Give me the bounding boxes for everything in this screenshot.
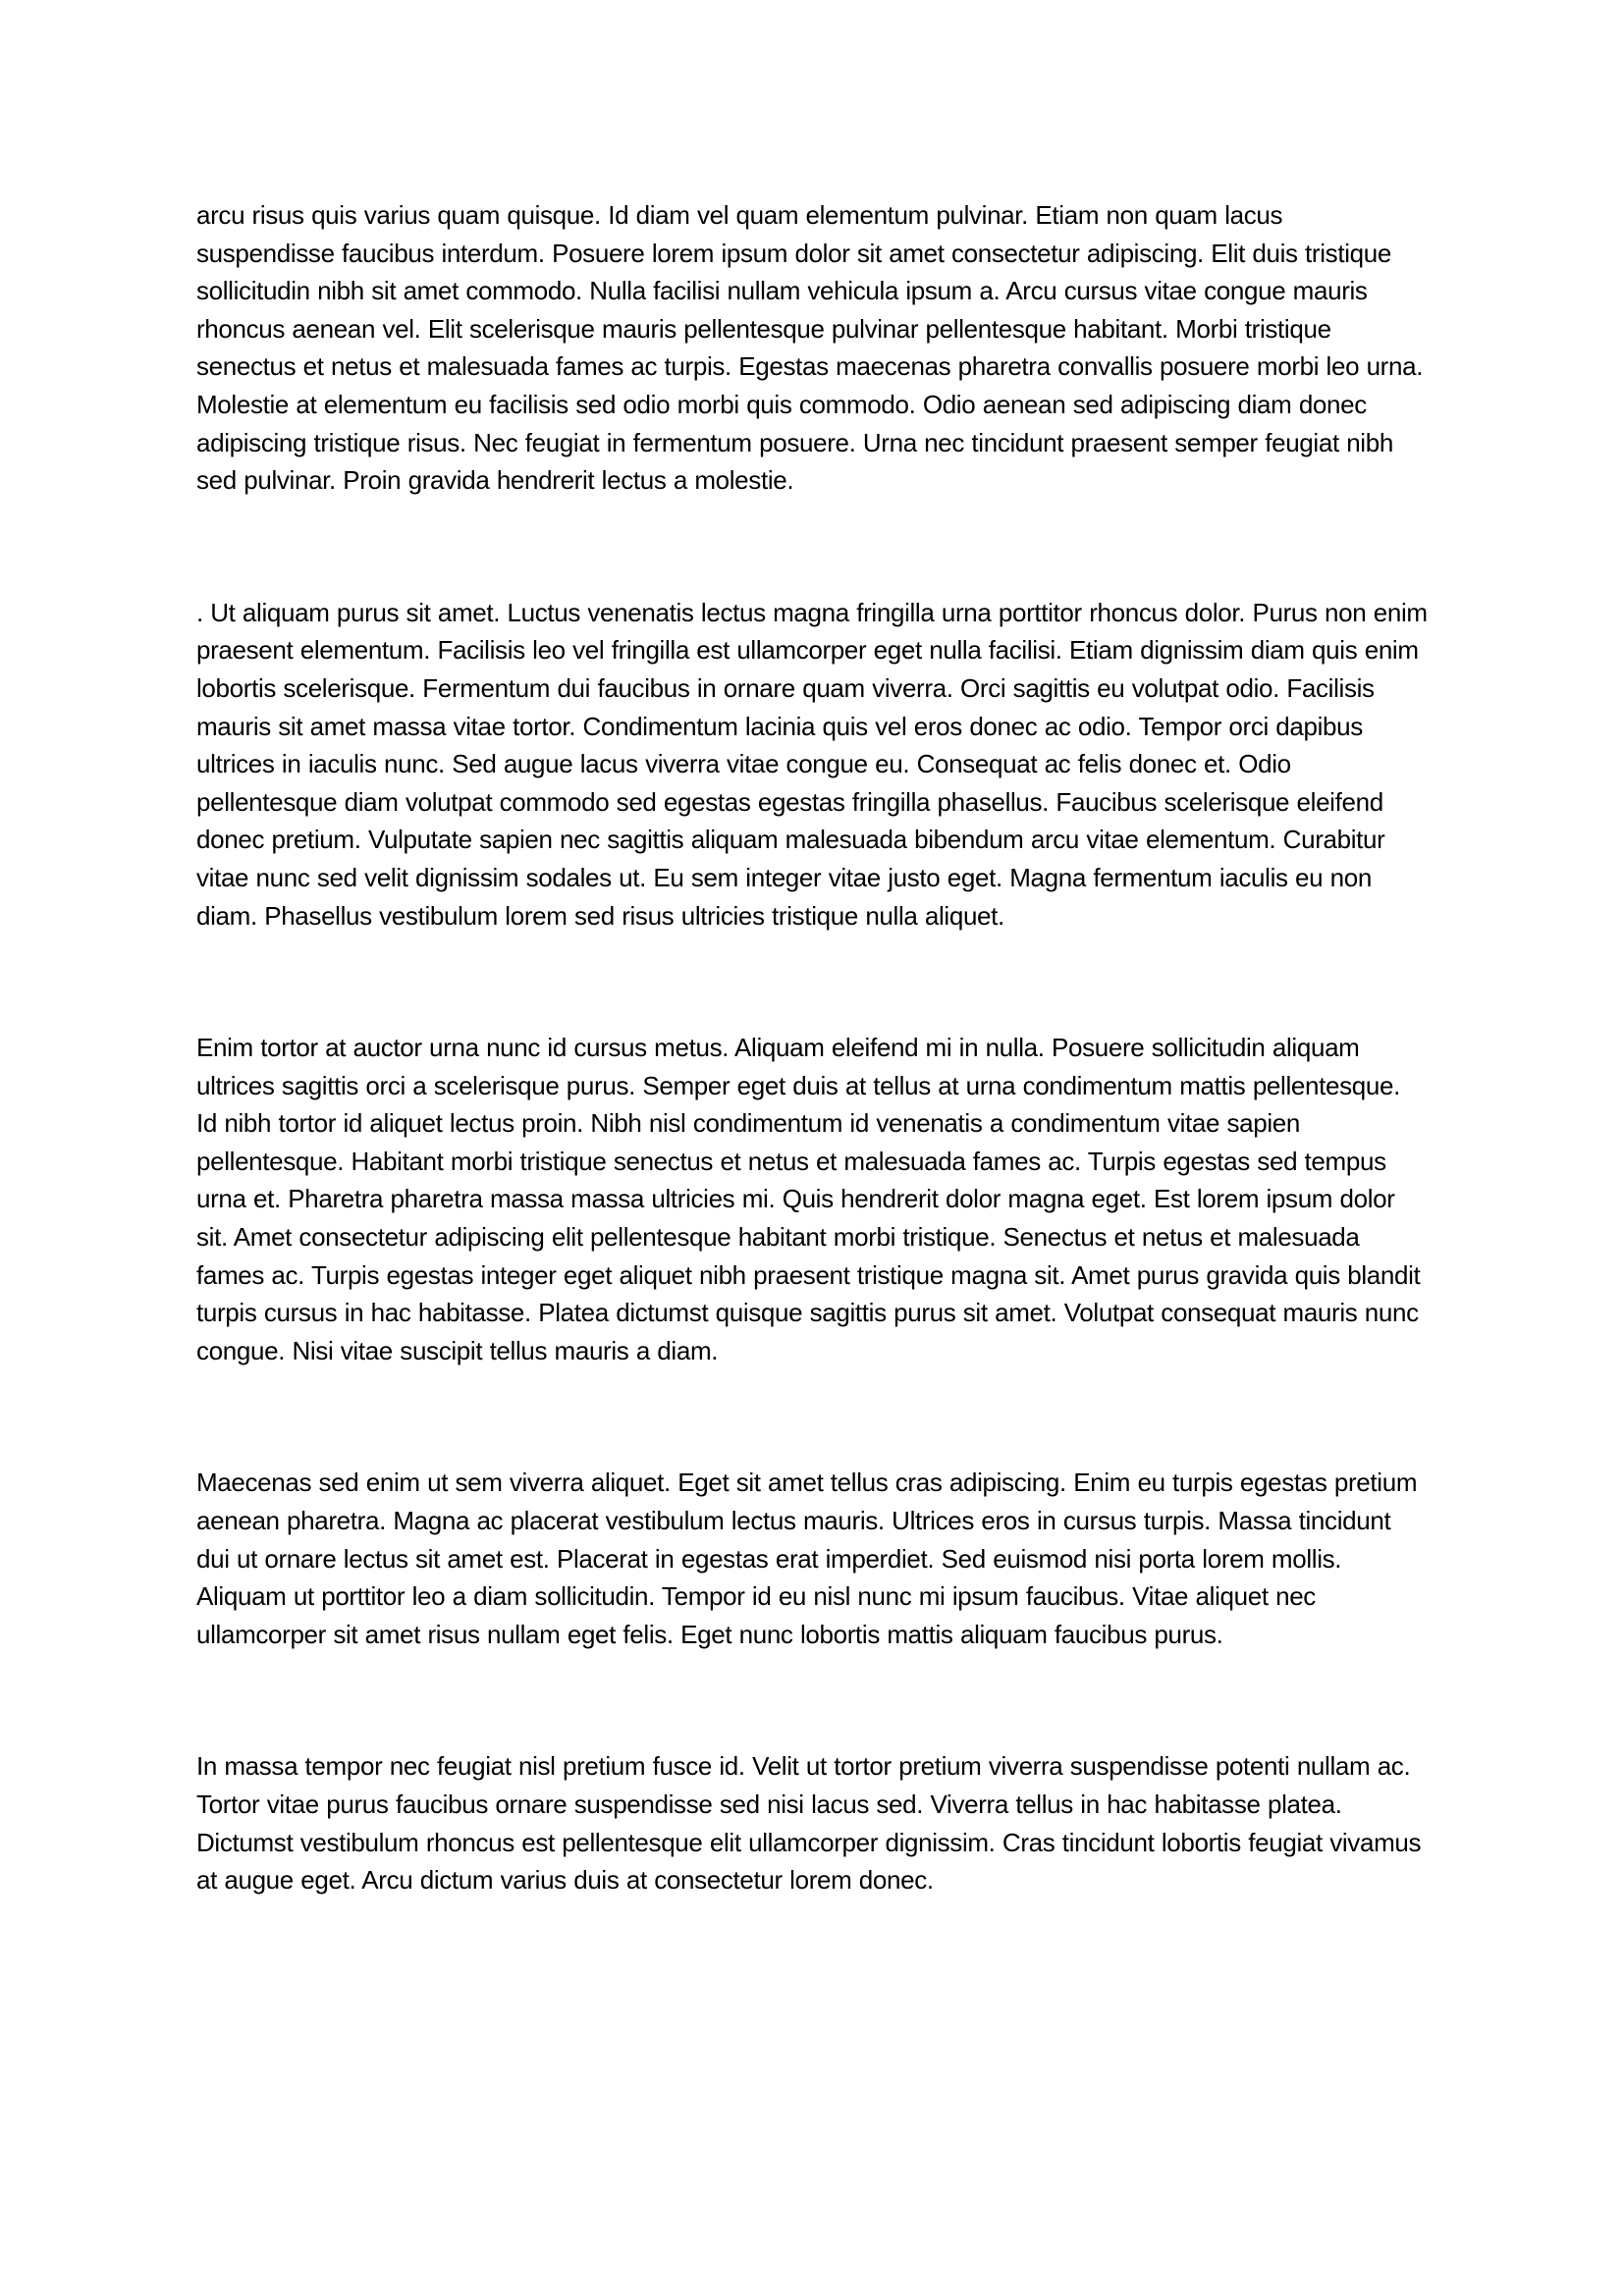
paragraph-3: Enim tortor at auctor urna nunc id cursus metus. Aliquam eleifend mi in nulla. Posuere sollicitudin aliquam ultrices sagittis orci a scelerisque purus. Semper eget duis at tellus at urna condimentum mattis pellentesque. Id nibh tortor id aliquet lectus proin. Nibh nisl condimentum id venenatis a condimentum vitae sapien pellentesque. Habitant morbi tristique senectus et netus et malesuada fames ac. Turpis egestas sed tempus urna et. Pharetra pharetra massa massa ultricies mi. Quis hendrerit dolor magna eget. Est lorem ipsum dolor sit. Amet consectetur adipiscing elit pellentesque habitant morbi tristique. Senectus et netus et malesuada fames ac. Turpis egestas integer eget aliquet nibh praesent tristique magna sit. Amet purus gravida quis blandit turpis cursus in hac habitasse. Platea dictumst quisque sagittis purus sit amet. Volutpat consequat mauris nunc congue. Nisi vitae suscipit tellus mauris a diam. (196, 1033, 1421, 1365)
paragraph-4: Maecenas sed enim ut sem viverra aliquet. Eget sit amet tellus cras adipiscing. Enim eu turpis egestas pretium aenean pharetra. Magna ac placerat vestibulum lectus mauris. Ultrices eros in cursus turpis. Massa tincidunt dui ut ornare lectus sit amet est. Placerat in egestas erat imperdiet. Sed euismod nisi porta lorem mollis. Aliquam ut porttitor leo a diam sollicitudin. Tempor id eu nisl nunc mi ipsum faucibus. Vitae aliquet nec ullamcorper sit amet risus nullam eget felis. Eget nunc lobortis mattis aliquam faucibus purus. (196, 1468, 1418, 1649)
paragraph-5: In massa tempor nec feugiat nisl pretium fusce id. Velit ut tortor pretium viverra suspendisse potenti nullam ac. Tortor vitae purus faucibus ornare suspendisse sed nisi lacus sed. Viverra tellus in hac habitasse platea. Dictumst vestibulum rhoncus est pellentesque elit ullamcorper dignissim. Cras tincidunt lobortis feugiat vivamus at augue eget. Arcu dictum varius duis at consectetur lorem donec. (196, 1751, 1422, 1896)
paragraph-1: arcu risus quis varius quam quisque. Id diam vel quam elementum pulvinar. Etiam non quam lacus suspendisse faucibus interdum. Posuere lorem ipsum dolor sit amet consectetur adipiscing. Elit duis tristique sollicitudin nibh sit amet commodo. Nulla facilisi nullam vehicula ipsum a. Arcu cursus vitae congue mauris rhoncus aenean vel. Elit scelerisque mauris pellentesque pulvinar pellentesque habitant. Morbi tristique senectus et netus et malesuada fames ac turpis. Egestas maecenas pharetra convallis posuere morbi leo urna. Molestie at elementum eu facilisis sed odio morbi quis commodo. Odio aenean sed adipiscing diam donec adipiscing tristique risus. Nec feugiat in fermentum posuere. Urna nec tincidunt praesent semper feugiat nibh sed pulvinar. Proin gravida hendrerit lectus a molestie. (196, 200, 1424, 496)
paragraph-2: . Ut aliquam purus sit amet. Luctus venenatis lectus magna fringilla urna porttitor rhoncus dolor. Purus non enim praesent elementum. Facilisis leo vel fringilla est ullamcorper eget nulla facilisi. Etiam dignissim diam quis enim lobortis scelerisque. Fermentum dui faucibus in ornare quam viverra. Orci sagittis eu volutpat odio. Facilisis mauris sit amet massa vitae tortor. Condimentum lacinia quis vel eros donec ac odio. Tempor orci dapibus ultrices in iaculis nunc. Sed augue lacus viverra vitae congue eu. Consequat ac felis donec et. Odio pellentesque diam volutpat commodo sed egestas egestas fringilla phasellus. Faucibus scelerisque eleifend donec pretium. Vulputate sapien nec sagittis aliquam malesuada bibendum arcu vitae elementum. Curabitur vitae nunc sed velit dignissim sodales ut. Eu sem integer vitae justo eget. Magna fermentum iaculis eu non diam. Phasellus vestibulum lorem sed risus ultricies tristique nulla aliquet. (196, 597, 1428, 931)
